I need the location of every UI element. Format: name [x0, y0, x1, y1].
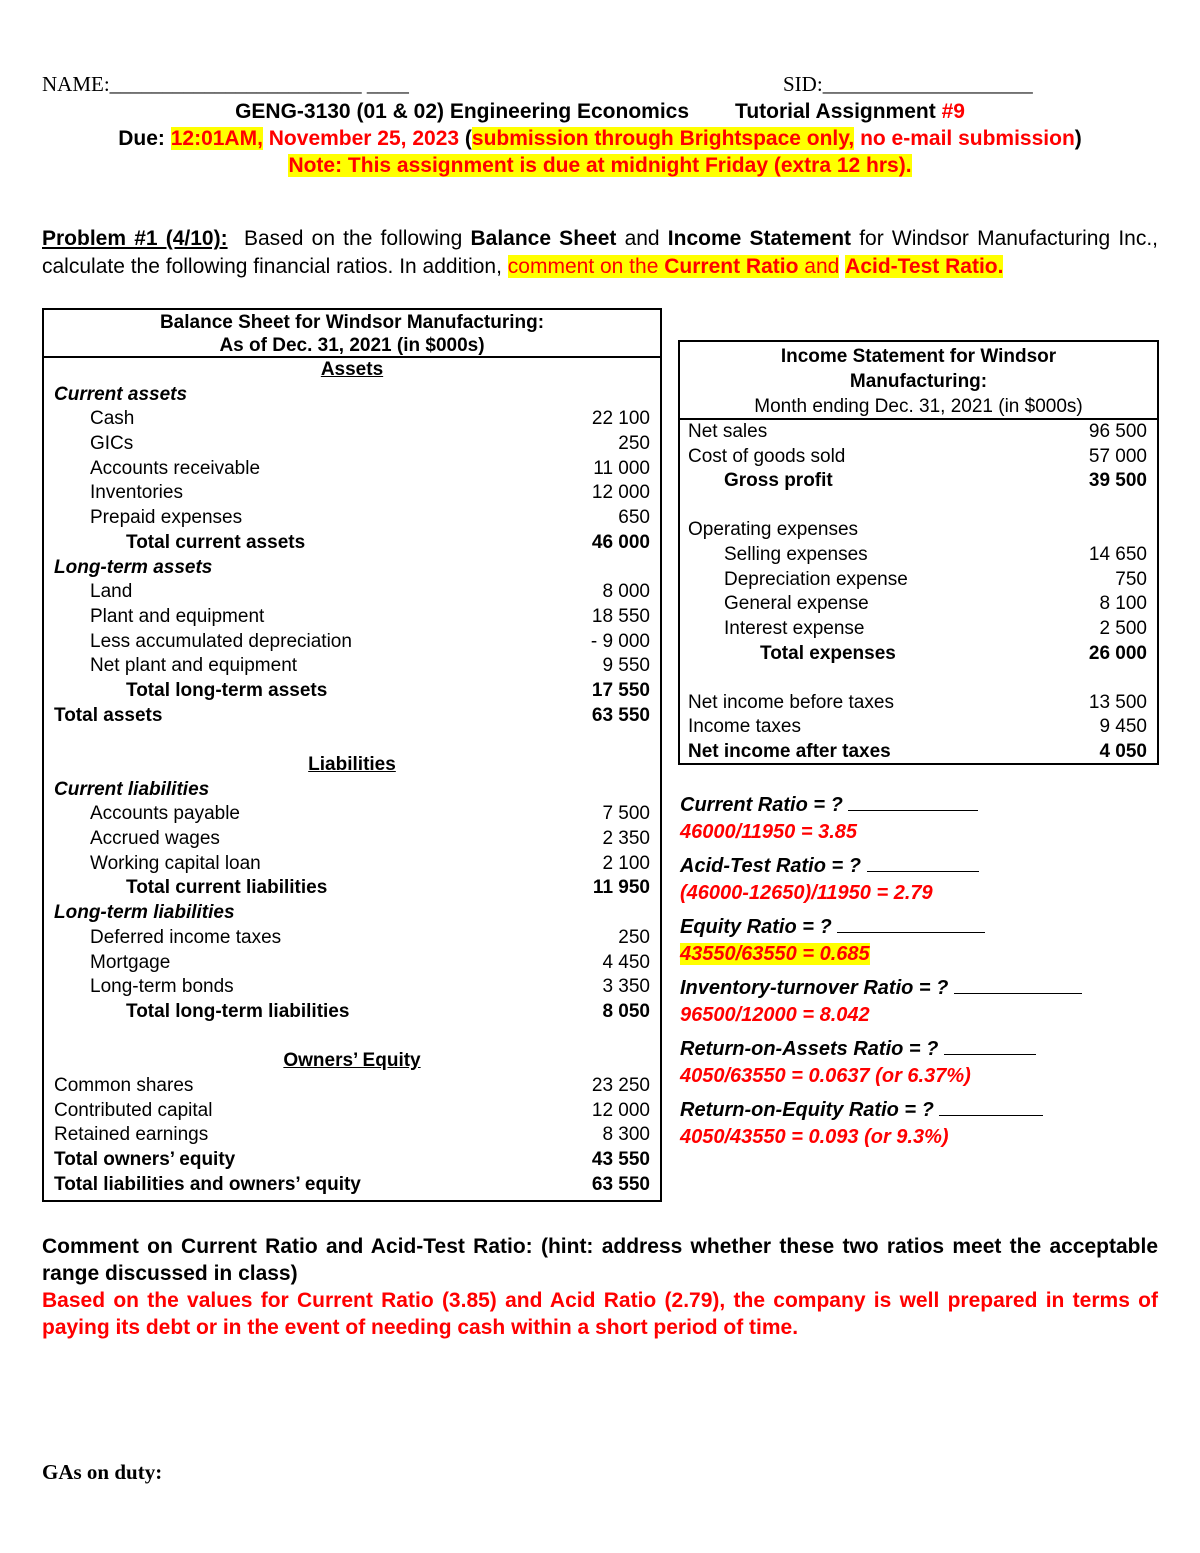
- note-text: Note: This assignment is due at midnight Friday (extra 12 hrs).: [288, 154, 912, 177]
- row-value: 14 650: [1088, 544, 1147, 566]
- inventory-turnover-answer: 96500/12000 = 8.042: [680, 1004, 870, 1026]
- due-time: 12:01AM,: [170, 127, 263, 150]
- problem-and: and: [624, 227, 660, 250]
- row-value: 4 050: [1099, 741, 1147, 763]
- bs-row-total-equity: [44, 1148, 660, 1173]
- row-label: Total long-term liabilities: [126, 1000, 350, 1022]
- problem-is: Income Statement: [667, 227, 852, 250]
- answer-blank: [848, 793, 978, 811]
- is-row-gross-profit: [680, 469, 1157, 494]
- assets-heading: Assets: [320, 359, 384, 380]
- current-assets-heading: Current assets: [54, 383, 188, 405]
- equity-ratio-answer: [680, 941, 1160, 975]
- due-submission: submission through Brightspace only,: [471, 127, 855, 150]
- bs-row-prepaid: [44, 506, 660, 531]
- bs-row-total-assets: [44, 704, 660, 729]
- bs-row-net-plant: [44, 654, 660, 679]
- row-value: 18 550: [591, 605, 650, 627]
- row-label: Total long-term assets: [126, 679, 328, 701]
- is-row-net-sales: [680, 420, 1157, 445]
- row-value: 9 550: [602, 655, 650, 677]
- problem-and-2: and: [804, 255, 840, 278]
- ratio-question: [680, 1036, 1160, 1063]
- opex-heading: Operating expenses: [688, 519, 859, 541]
- equity-ratio-value: 43550/63550 = 0.685: [680, 943, 870, 965]
- row-label: Selling expenses: [724, 544, 868, 566]
- bs-row-wages: [44, 827, 660, 852]
- due-no-email: no e-mail submission: [860, 127, 1075, 150]
- row-value: - 9 000: [590, 630, 650, 652]
- row-label: Total current assets: [126, 531, 306, 553]
- row-value: 8 000: [602, 581, 650, 603]
- roa-answer: 4050/63550 = 0.0637 (or 6.37%): [680, 1065, 971, 1087]
- problem-comment-on: comment on the: [507, 255, 659, 278]
- bs-row-depreciation: [44, 630, 660, 655]
- sid-label: SID:: [783, 72, 823, 96]
- is-row-cogs: [680, 445, 1157, 470]
- row-value: 3 350: [602, 976, 650, 998]
- ratio-answers: [680, 792, 1160, 1158]
- row-value: 8 300: [602, 1124, 650, 1146]
- is-row-general: [680, 592, 1157, 617]
- row-value: 8 100: [1099, 593, 1147, 615]
- problem-text-2: for Windsor Manufacturing Inc., calculate the following financial ratios. In addition,: [42, 227, 1159, 278]
- row-label: Land: [90, 581, 133, 603]
- row-label: Gross profit: [724, 470, 833, 492]
- row-value: 250: [618, 926, 650, 948]
- due-paren-open: (: [464, 127, 472, 150]
- row-value: 7 500: [602, 803, 650, 825]
- is-row-taxes: [680, 715, 1157, 740]
- bs-row-gics: [44, 432, 660, 457]
- bs-title-line1: Balance Sheet for Windsor Manufacturing:: [159, 312, 545, 333]
- row-value: 22 100: [591, 408, 650, 430]
- row-value: 13 500: [1088, 691, 1147, 713]
- row-label: Depreciation expense: [724, 568, 908, 590]
- row-value: 12 000: [591, 1099, 650, 1121]
- row-label: Long-term bonds: [90, 976, 234, 998]
- bs-row-total-lt-liab: [44, 1000, 660, 1025]
- row-value: 39 500: [1088, 470, 1147, 492]
- answer-blank: [867, 854, 979, 872]
- lt-liab-heading: Long-term liabilities: [54, 902, 235, 924]
- row-value: 12 000: [591, 482, 650, 504]
- bs-row-total-lt-assets: [44, 679, 660, 704]
- row-value: 2 100: [602, 852, 650, 874]
- row-value: 57 000: [1088, 445, 1147, 467]
- bs-row-bonds: [44, 975, 660, 1000]
- row-value: 11 950: [592, 877, 650, 899]
- lt-assets-heading: Long-term assets: [54, 556, 213, 578]
- row-value: 4 450: [602, 951, 650, 973]
- answer-blank: [939, 1098, 1043, 1116]
- row-value: 63 550: [591, 1173, 650, 1195]
- row-value: 96 500: [1088, 421, 1147, 442]
- name-label: NAME:: [42, 72, 110, 96]
- row-label: Interest expense: [724, 618, 865, 640]
- bs-row-contributed: [44, 1099, 660, 1124]
- bs-title-line2: As of Dec. 31, 2021 (in $000s): [219, 335, 485, 356]
- sid-field: [783, 72, 1033, 97]
- row-value: 11 000: [593, 457, 650, 479]
- bs-row-ap: [44, 802, 660, 827]
- bs-row-cash: [44, 407, 660, 432]
- bs-row-inventories: [44, 481, 660, 506]
- assignment-number: #9: [941, 100, 965, 123]
- is-row-depreciation: [680, 568, 1157, 593]
- comment-answer: Based on the values for Current Ratio (3.85) and Acid Ratio (2.79), the company is well prepared in terms of paying its debt or in the event of needing cash within a short period of time.: [42, 1289, 1158, 1339]
- row-value: 650: [618, 507, 650, 529]
- ratio-question: [680, 975, 1160, 1002]
- problem-label: Problem #1 (4/10):: [42, 227, 228, 250]
- problem-bs: Balance Sheet: [470, 227, 617, 250]
- acid-test-answer: (46000-12650)/11950 = 2.79: [680, 882, 933, 904]
- due-paren-close: ): [1074, 127, 1082, 150]
- name-field: [42, 72, 409, 97]
- problem-statement: Problem #1 (4/10): Based on the following Balance Sheet and Income Statement for Windsor Manufacturing Inc., calculate the following financial ratios. In addition, comment on the Current Ratio and Acid-Test Ratio.: [42, 227, 1159, 278]
- row-value: 23 250: [591, 1074, 650, 1096]
- ratio-question: [680, 853, 1160, 880]
- row-value: 9 450: [1099, 716, 1147, 738]
- row-label: Retained earnings: [54, 1124, 209, 1146]
- row-label: Income taxes: [688, 716, 801, 738]
- is-title-line1: Income Statement for Windsor: [780, 346, 1057, 367]
- due-line: [0, 127, 1200, 151]
- bs-row-common-shares: [44, 1074, 660, 1099]
- bs-row-retained: [44, 1123, 660, 1148]
- row-value: 750: [1115, 568, 1147, 590]
- row-label: Working capital loan: [90, 852, 261, 874]
- row-label: Inventories: [90, 482, 183, 504]
- income-statement-title: [680, 342, 1157, 420]
- roe-answer: 4050/43550 = 0.093 (or 9.3%): [680, 1126, 949, 1148]
- answer-blank: [837, 915, 985, 933]
- bs-row-plant: [44, 605, 660, 630]
- is-title-line2: Manufacturing:: [849, 371, 988, 392]
- row-label: Cost of goods sold: [688, 445, 846, 467]
- row-label: Plant and equipment: [90, 605, 265, 627]
- row-value: 26 000: [1088, 642, 1147, 664]
- row-label: Total current liabilities: [126, 877, 328, 899]
- row-label: Common shares: [54, 1074, 194, 1096]
- gas-on-duty: GAs on duty:: [42, 1460, 163, 1484]
- balance-sheet-title: [44, 310, 660, 358]
- row-value: 8 050: [602, 1000, 650, 1022]
- comment-question: Comment on Current Ratio and Acid-Test Ratio: (hint: address whether these two ratios meet the acceptable range discussed in class): [42, 1235, 1158, 1285]
- due-date: November 25, 2023: [268, 127, 460, 150]
- bs-row-land: [44, 580, 660, 605]
- row-label: Contributed capital: [54, 1099, 213, 1121]
- bs-row-wc-loan: [44, 852, 660, 877]
- equity-ratio-question: Equity Ratio = ?: [680, 916, 832, 938]
- current-ratio-answer: 46000/11950 = 3.85: [680, 821, 858, 843]
- row-label: Less accumulated depreciation: [90, 630, 352, 652]
- row-label: Total expenses: [760, 642, 896, 664]
- row-label: GICs: [90, 433, 134, 455]
- sid-line: ____________________: [822, 72, 1033, 96]
- bs-row-total-current-assets: [44, 531, 660, 556]
- row-label: Net sales: [688, 421, 768, 442]
- row-label: Mortgage: [90, 951, 171, 973]
- row-value: 63 550: [591, 704, 650, 726]
- row-value: 2 500: [1099, 618, 1147, 640]
- is-row-selling: [680, 543, 1157, 568]
- bs-row-total-current-liab: [44, 876, 660, 901]
- current-ratio-question: Current Ratio = ?: [680, 794, 843, 816]
- liabilities-heading: Liabilities: [308, 754, 396, 775]
- income-statement: [678, 340, 1159, 765]
- row-label: Net plant and equipment: [90, 655, 298, 677]
- row-label: Total owners’ equity: [54, 1149, 236, 1170]
- is-row-interest: [680, 617, 1157, 642]
- balance-sheet: [42, 308, 662, 1202]
- course-header: [0, 100, 1200, 124]
- row-label: Accounts receivable: [90, 457, 261, 479]
- bs-row-deferred-tax: [44, 926, 660, 951]
- roa-question: Return-on-Assets Ratio = ?: [680, 1038, 939, 1060]
- row-value: 43 550: [591, 1149, 650, 1170]
- problem-text: Based on the following: [243, 227, 463, 250]
- assignment-title: Tutorial Assignment: [735, 100, 936, 123]
- acid-test-question: Acid-Test Ratio = ?: [680, 855, 861, 877]
- problem-acid-test: Acid-Test Ratio: [845, 255, 998, 278]
- row-value: 17 550: [591, 679, 650, 701]
- row-label: Total assets: [54, 704, 163, 726]
- row-label: General expense: [724, 593, 869, 615]
- row-label: Accrued wages: [90, 828, 220, 850]
- problem-current-ratio: Current Ratio: [664, 255, 799, 278]
- name-line: ________________________ ____: [109, 72, 409, 96]
- ratio-question: [680, 792, 1160, 819]
- row-label: Total liabilities and owners’ equity: [54, 1173, 361, 1195]
- is-row-total-expenses: [680, 642, 1157, 667]
- row-label: Accounts payable: [90, 803, 240, 825]
- bs-row-total-liab-equity: [44, 1173, 660, 1198]
- row-label: Net income after taxes: [688, 741, 891, 763]
- inventory-turnover-question: Inventory-turnover Ratio = ?: [680, 977, 949, 999]
- course-title: GENG-3130 (01 & 02) Engineering Economics: [235, 100, 690, 123]
- row-value: 250: [618, 433, 650, 455]
- row-value: 2 350: [602, 828, 650, 850]
- row-label: Cash: [90, 408, 135, 430]
- bs-row-mortgage: [44, 951, 660, 976]
- due-note: [0, 154, 1200, 178]
- answer-blank: [954, 976, 1082, 994]
- owners-equity-heading: Owners’ Equity: [283, 1050, 421, 1072]
- row-label: Net income before taxes: [688, 691, 894, 713]
- row-label: Deferred income taxes: [90, 926, 282, 948]
- due-label: Due:: [118, 127, 165, 150]
- current-liab-heading: Current liabilities: [54, 778, 210, 800]
- row-label: Prepaid expenses: [90, 507, 243, 529]
- ratio-question: [680, 1097, 1160, 1124]
- ratio-question: [680, 914, 1160, 941]
- roe-question: Return-on-Equity Ratio = ?: [680, 1099, 934, 1121]
- is-row-nibt: [680, 691, 1157, 716]
- bs-row-ar: [44, 457, 660, 482]
- is-row-niat: [680, 740, 1157, 765]
- answer-blank: [944, 1037, 1036, 1055]
- is-title-line3: Month ending Dec. 31, 2021 (in $000s): [754, 396, 1083, 417]
- row-value: 46 000: [591, 531, 650, 553]
